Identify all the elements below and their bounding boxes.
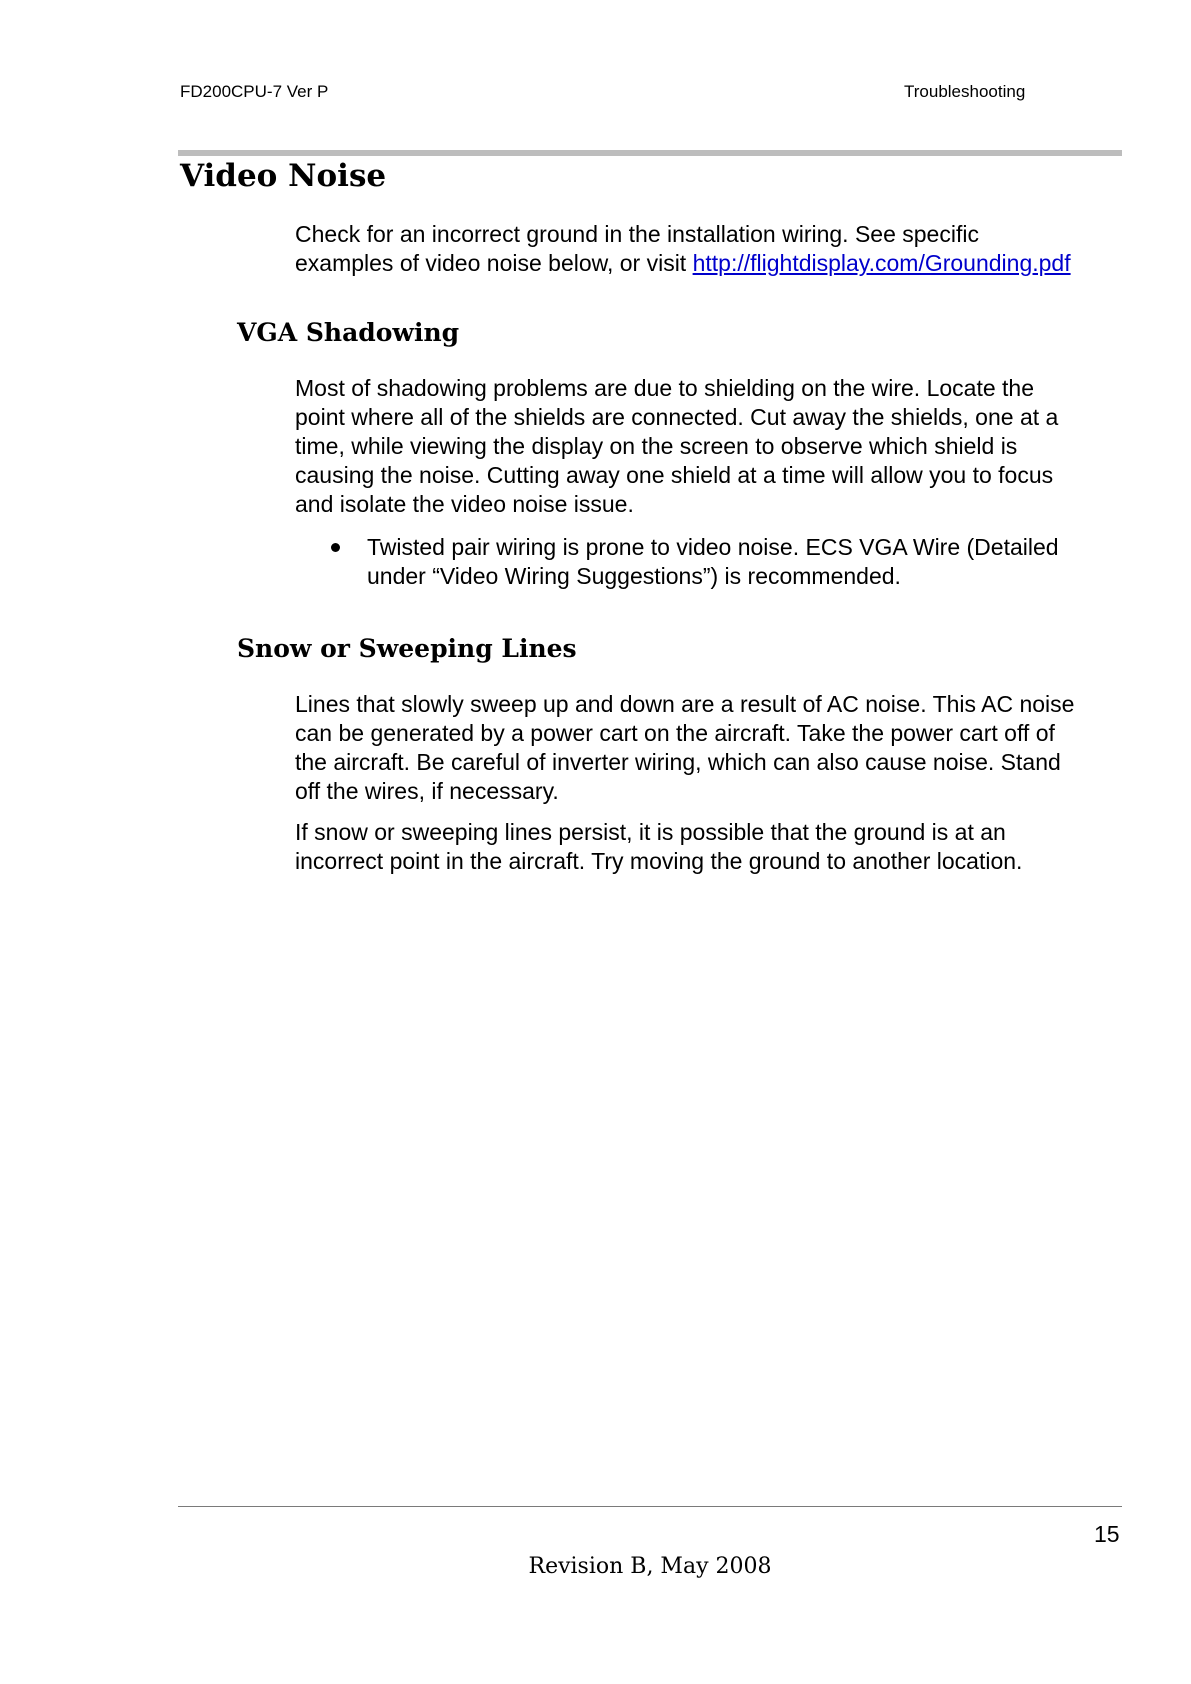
paragraph-line: point where all of the shields are connected. Cut away the shields, one at a <box>295 404 1059 430</box>
bullet-icon <box>331 543 340 552</box>
paragraph-line: can be generated by a power cart on the aircraft. Take the power cart off of <box>295 720 1055 746</box>
footer-revision: Revision B, May 2008 <box>528 1554 772 1579</box>
bullet-item-twisted-pair <box>367 533 1059 591</box>
vga-shadowing-paragraph <box>295 374 1125 519</box>
heading-vga-shadowing: VGA Shadowing <box>237 318 460 347</box>
paragraph-line <box>295 249 1125 278</box>
header-document-id: FD200CPU-7 Ver P <box>180 82 329 101</box>
paragraph-line: time, while viewing the display on the screen to observe which shield is <box>295 433 1018 459</box>
bullet-line: Twisted pair wiring is prone to video noise. ECS VGA Wire (Detailed <box>367 534 1059 560</box>
snow-lines-paragraph-2 <box>295 818 1125 876</box>
paragraph-line: Lines that slowly sweep up and down are a result of AC noise. This AC noise <box>295 691 1075 717</box>
video-noise-paragraph <box>295 220 1125 278</box>
top-divider <box>178 150 1122 156</box>
bottom-divider <box>178 1506 1122 1507</box>
paragraph-line: incorrect point in the aircraft. Try moving the ground to another location. <box>295 848 1023 874</box>
paragraph-line: causing the noise. Cutting away one shield at a time will allow you to focus <box>295 462 1054 488</box>
heading-video-noise: Video Noise <box>180 158 387 194</box>
header-section-name: Troubleshooting <box>904 82 1026 101</box>
paragraph-line: If snow or sweeping lines persist, it is possible that the ground is at an <box>295 819 1006 845</box>
bullet-line: under “Video Wiring Suggestions”) is recommended. <box>367 563 901 589</box>
grounding-pdf-link[interactable]: http://flightdisplay.com/Grounding.pdf <box>692 250 1071 276</box>
paragraph-line: the aircraft. Be careful of inverter wiring, which can also cause noise. Stand <box>295 749 1061 775</box>
paragraph-line: and isolate the video noise issue. <box>295 491 634 517</box>
paragraph-line: off the wires, if necessary. <box>295 778 559 804</box>
paragraph-line: Check for an incorrect ground in the installation wiring. See specific <box>295 221 979 247</box>
link-prefix-text: examples of video noise below, or visit <box>295 250 693 276</box>
heading-snow-sweeping-lines: Snow or Sweeping Lines <box>237 634 577 663</box>
page-number: 15 <box>1094 1521 1120 1547</box>
snow-lines-paragraph-1 <box>295 690 1125 806</box>
paragraph-line: Most of shadowing problems are due to shielding on the wire. Locate the <box>295 375 1034 401</box>
